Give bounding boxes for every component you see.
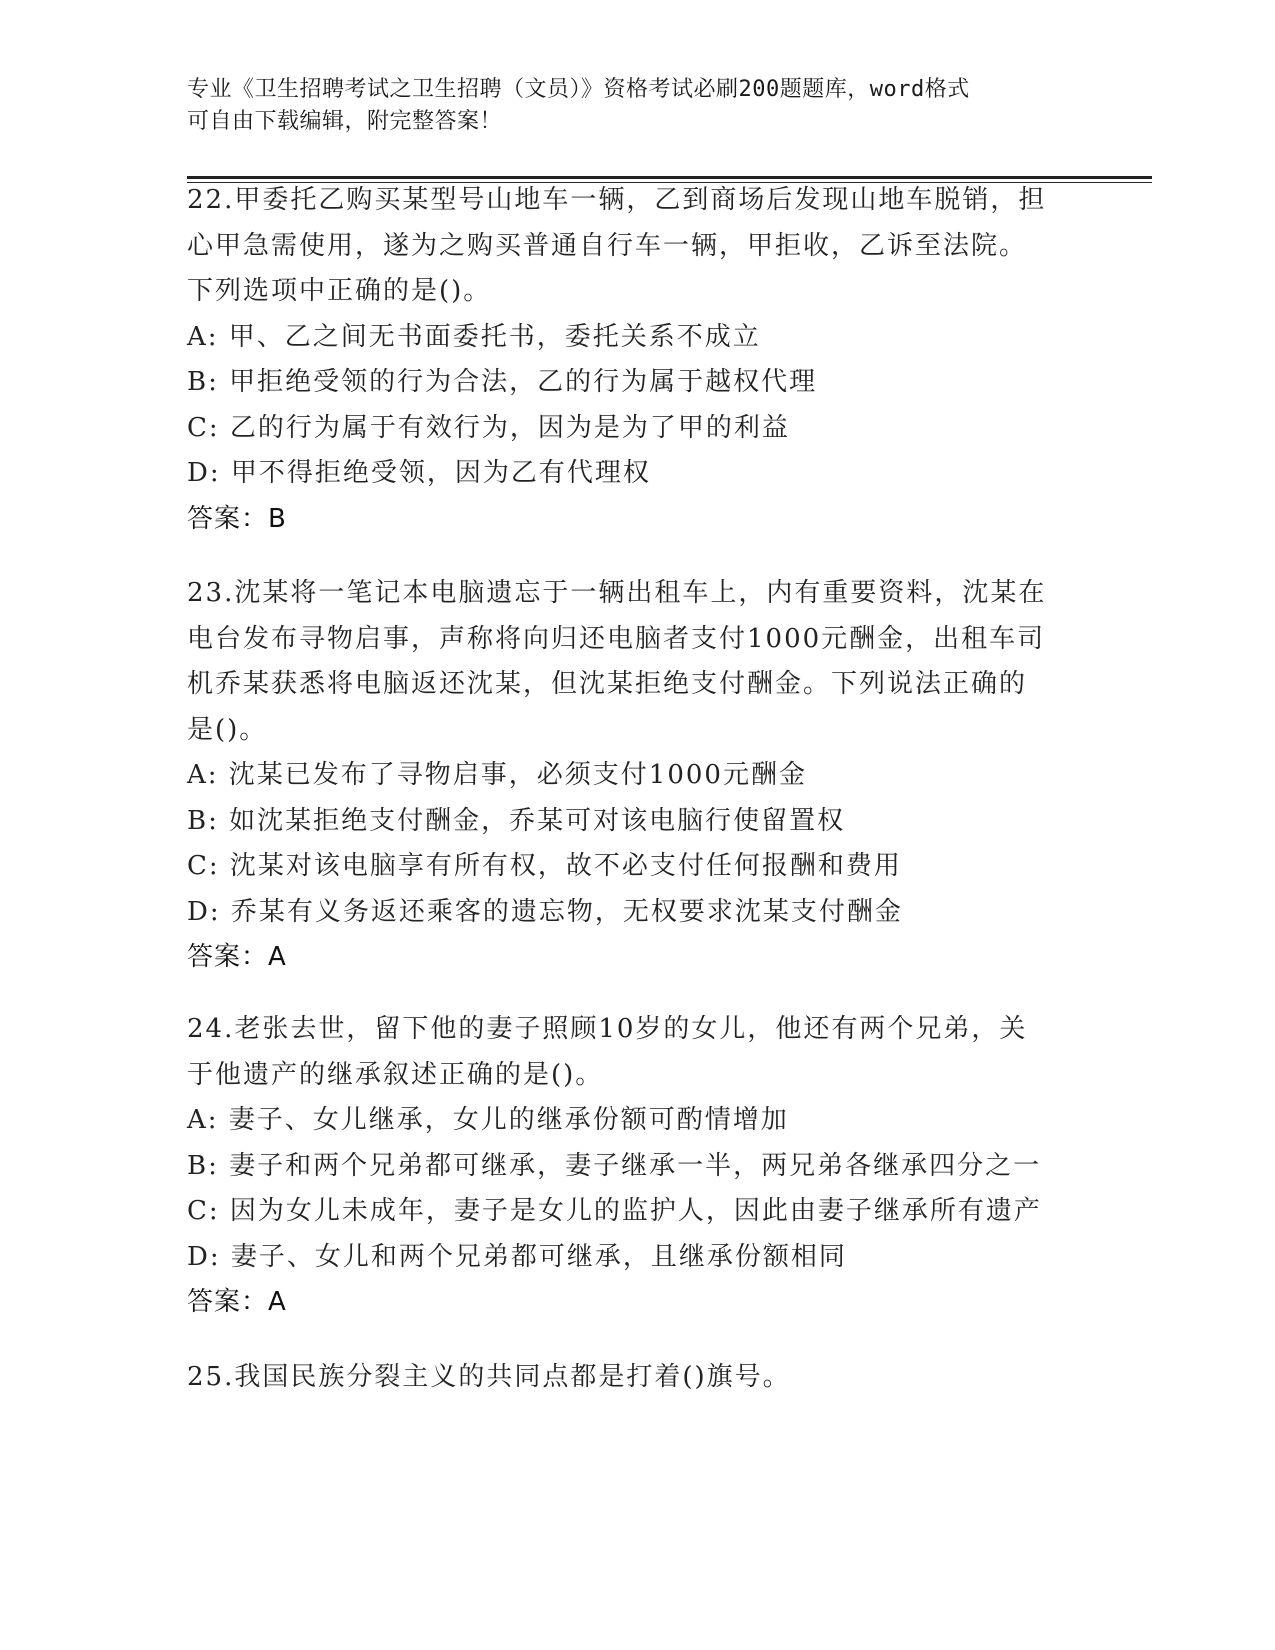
question-stem-line: 机乔某获悉将电脑返还沈某，但沈某拒绝支付酬金。下列说法正确的 xyxy=(187,669,1028,699)
option-c: C: 沈某对该电脑享有所有权，故不必支付任何报酬和费用 xyxy=(187,851,902,881)
option-a: A: 甲、乙之间无书面委托书，委托关系不成立 xyxy=(187,321,761,352)
question-stem-line: 23.沈某将一笔记本电脑遗忘于一辆出租车上，内有重要资料，沈某在 xyxy=(187,578,1047,608)
question-stem-line: 24.老张去世，留下他的妻子照顾10岁的女儿，他还有两个兄弟，关 xyxy=(187,1014,1028,1044)
option-b: B: 妻子和两个兄弟都可继承，妻子继承一半，两兄弟各继承四分之一 xyxy=(187,1150,1042,1181)
question-stem-line: 是()。 xyxy=(187,714,268,745)
header-line-2: 可自由下载编辑，附完整答案！ xyxy=(187,109,503,134)
header-line-1: 专业《卫生招聘考试之卫生招聘（文员）》资格考试必刷200题题库，word格式 xyxy=(187,77,970,102)
question-stem-line: 25.我国民族分裂主义的共同点都是打着()旗号。 xyxy=(187,1362,791,1392)
option-b: B: 甲拒绝受领的行为合法，乙的行为属于越权代理 xyxy=(187,367,818,397)
option-d: D: 乔某有义务返还乘客的遗忘物，无权要求沈某支付酬金 xyxy=(187,896,903,927)
option-a: A: 沈某已发布了寻物启事，必须支付1000元酬金 xyxy=(187,760,807,790)
answer-line: 答案：B xyxy=(187,503,287,534)
question-22 xyxy=(187,178,1087,542)
option-d: D: 妻子、女儿和两个兄弟都可继承，且继承份额相同 xyxy=(187,1241,847,1272)
question-stem-line: 于他遗产的继承叙述正确的是()。 xyxy=(187,1059,604,1090)
question-23 xyxy=(187,571,1087,981)
document-header xyxy=(187,74,1067,138)
option-c: C: 乙的行为属于有效行为，因为是为了甲的利益 xyxy=(187,412,790,443)
option-c: C: 因为女儿未成年，妻子是女儿的监护人，因此由妻子继承所有遗产 xyxy=(187,1196,1042,1226)
option-d: D: 甲不得拒绝受领，因为乙有代理权 xyxy=(187,458,651,488)
answer-line: 答案：A xyxy=(187,942,287,972)
question-stem-line: 电台发布寻物启事，声称将向归还电脑者支付1000元酬金，出租车司 xyxy=(187,623,1046,654)
option-a: A: 妻子、女儿继承，女儿的继承份额可酌情增加 xyxy=(187,1105,789,1135)
question-24 xyxy=(187,1007,1087,1326)
question-stem-line: 下列选项中正确的是()。 xyxy=(187,276,492,306)
question-stem-line: 22.甲委托乙购买某型号山地车一辆，乙到商场后发现山地车脱销，担 xyxy=(187,185,1047,215)
question-stem-line: 心甲急需使用，遂为之购买普通自行车一辆，甲拒收，乙诉至法院。 xyxy=(187,230,1028,261)
answer-line: 答案：A xyxy=(187,1287,287,1317)
question-25 xyxy=(187,1355,1087,1401)
option-b: B: 如沈某拒绝支付酬金，乔某可对该电脑行使留置权 xyxy=(187,805,846,836)
